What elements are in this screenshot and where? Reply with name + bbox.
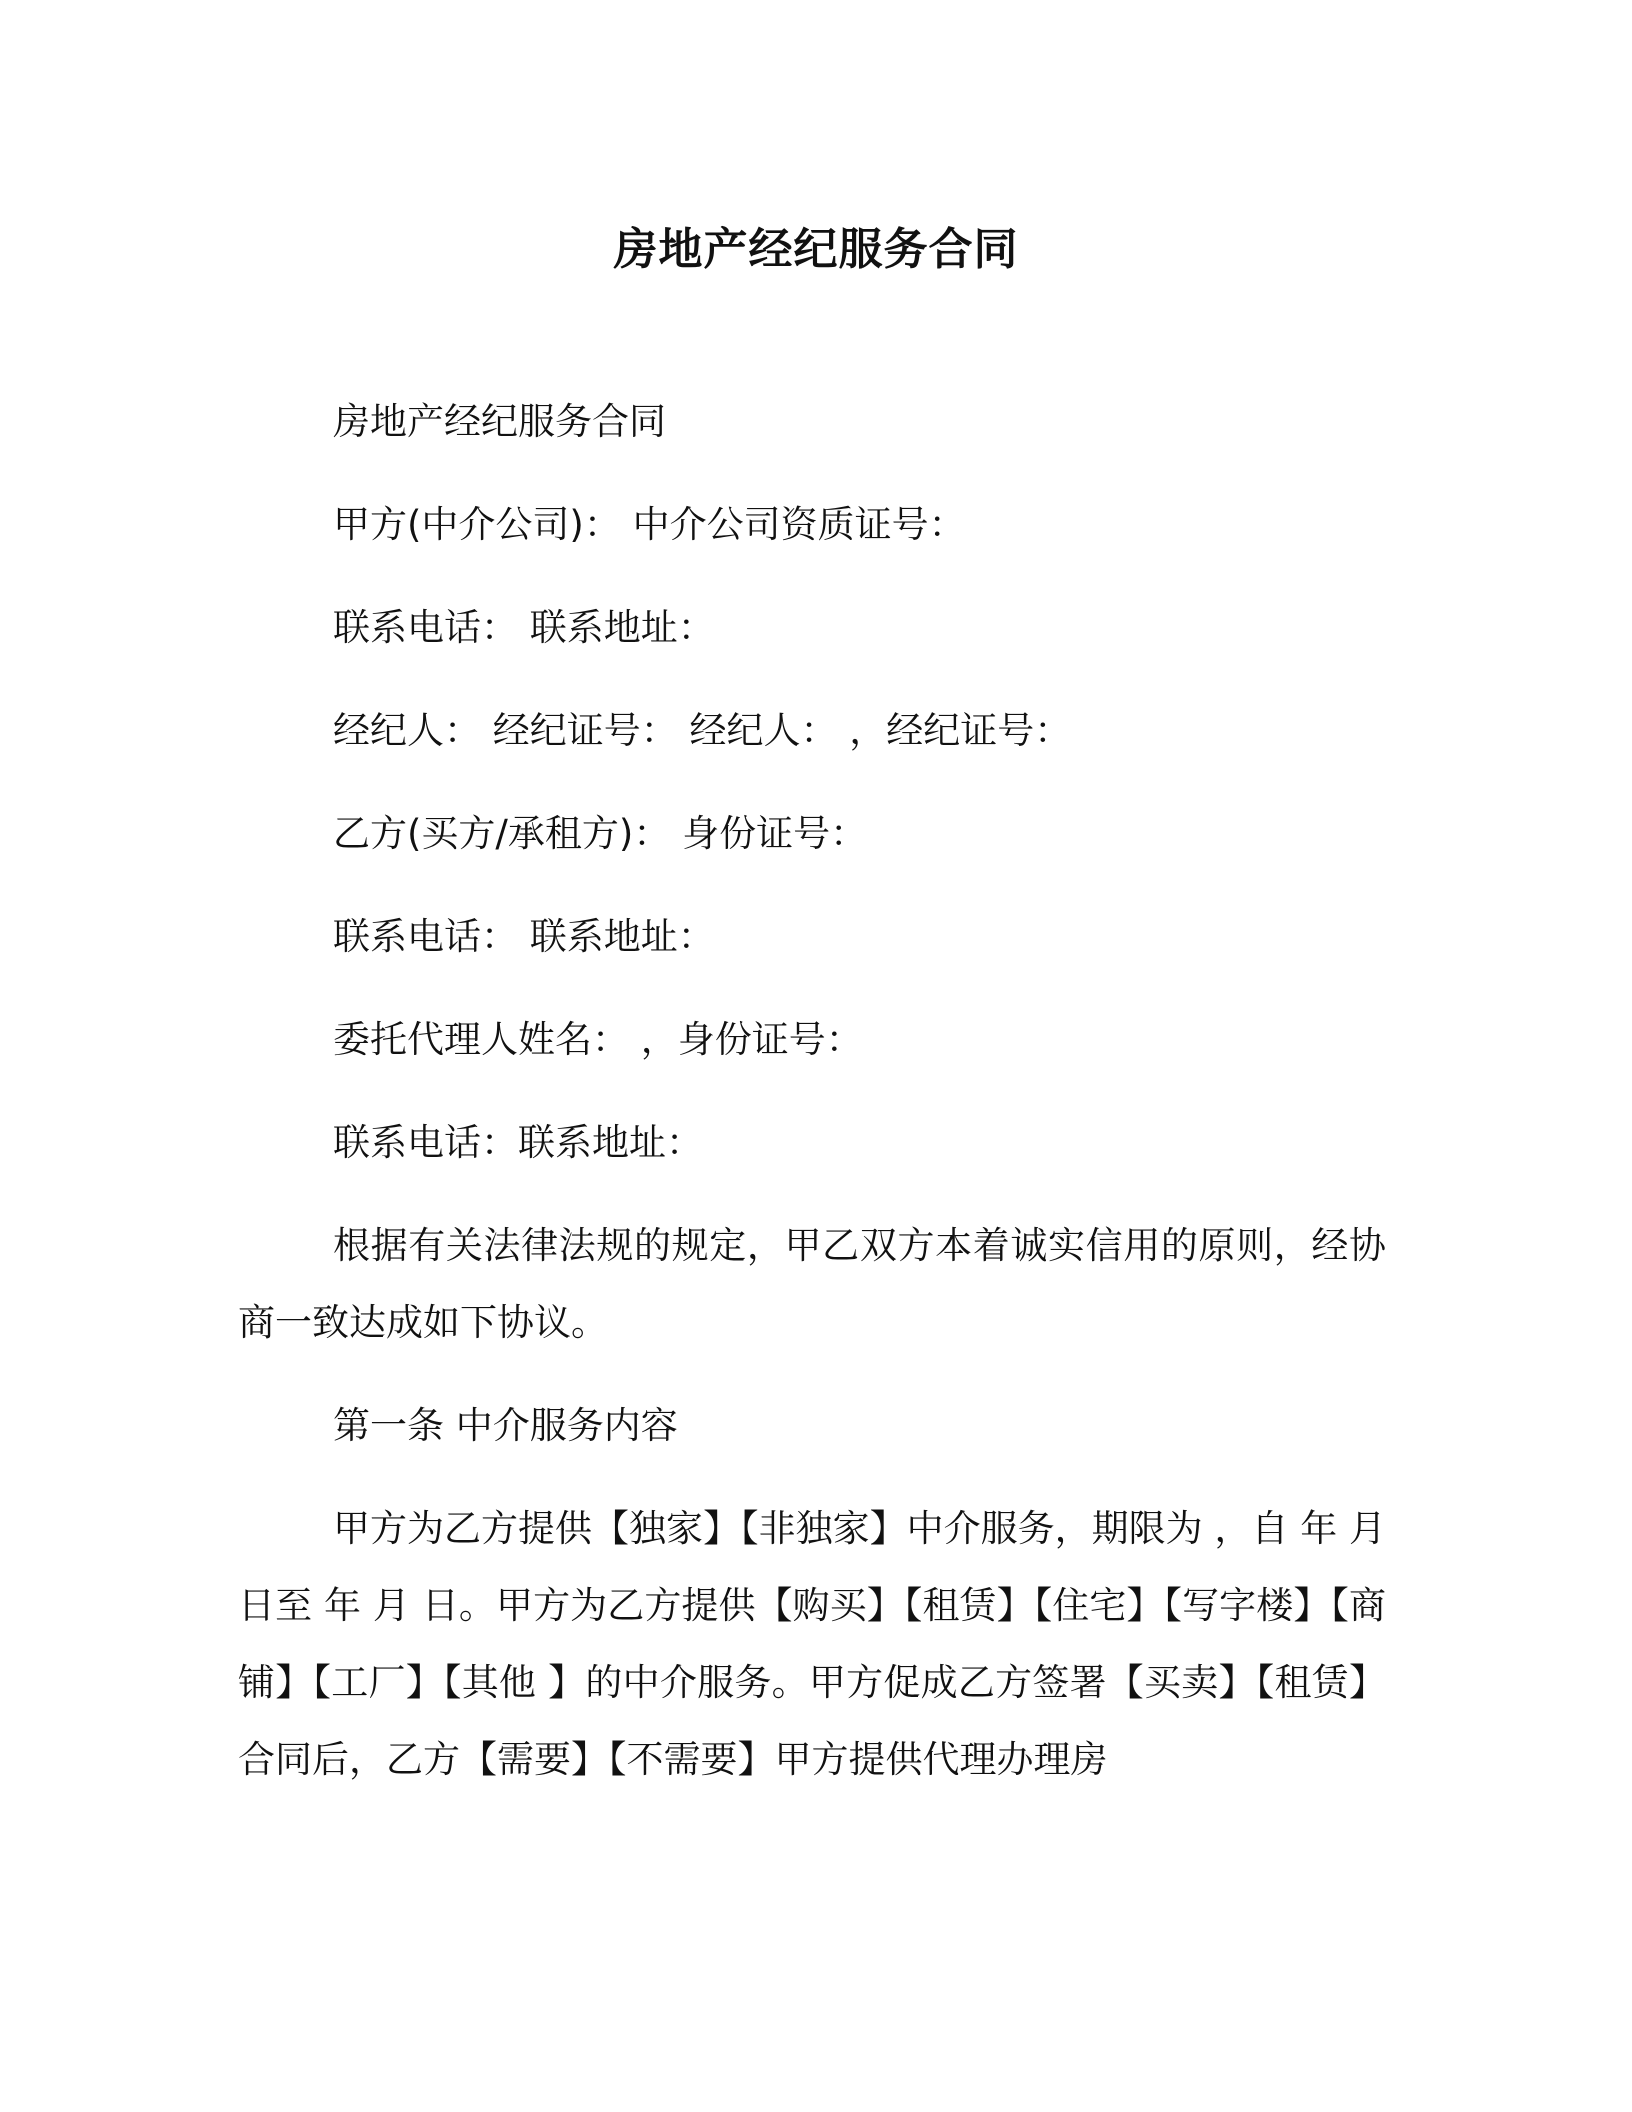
article-1-paragraph: 甲方为乙方提供【独家】【非独家】中介服务，期限为 ，自 年 月 日至 年 月 日。甲方为乙方提供【购买】【租赁】【住宅】【写字楼】【商铺】【工厂】【其他 】的中介服务。甲方促成乙方签署【买卖】【租赁】合同后，乙方【需要】【不需要】甲方提供代理办理房 [238,1507,1386,1781]
party-b-line: 乙方(买方/承租方)： 身份证号： [333,812,868,855]
party-b-contact-line: 联系电话： 联系地址： [333,915,715,958]
subtitle-line: 房地产经纪服务合同 [333,400,666,443]
document-title: 房地产经纪服务合同 [613,224,1019,275]
party-a-contact-line: 联系电话： 联系地址： [333,606,715,649]
intro-paragraph: 根据有关法律法规的规定，甲乙双方本着诚实信用的原则，经协商一致达成如下协议。 [238,1224,1386,1344]
article-1-heading: 第一条 中介服务内容 [333,1404,678,1447]
proxy-line: 委托代理人姓名： ，身份证号： [333,1018,863,1061]
agent-line: 经纪人： 经纪证号： 经纪人： ，经纪证号： [333,709,1072,752]
party-a-company-line: 甲方(中介公司)： 中介公司资质证号： [333,503,966,546]
proxy-contact-line: 联系电话：联系地址： [333,1121,703,1164]
